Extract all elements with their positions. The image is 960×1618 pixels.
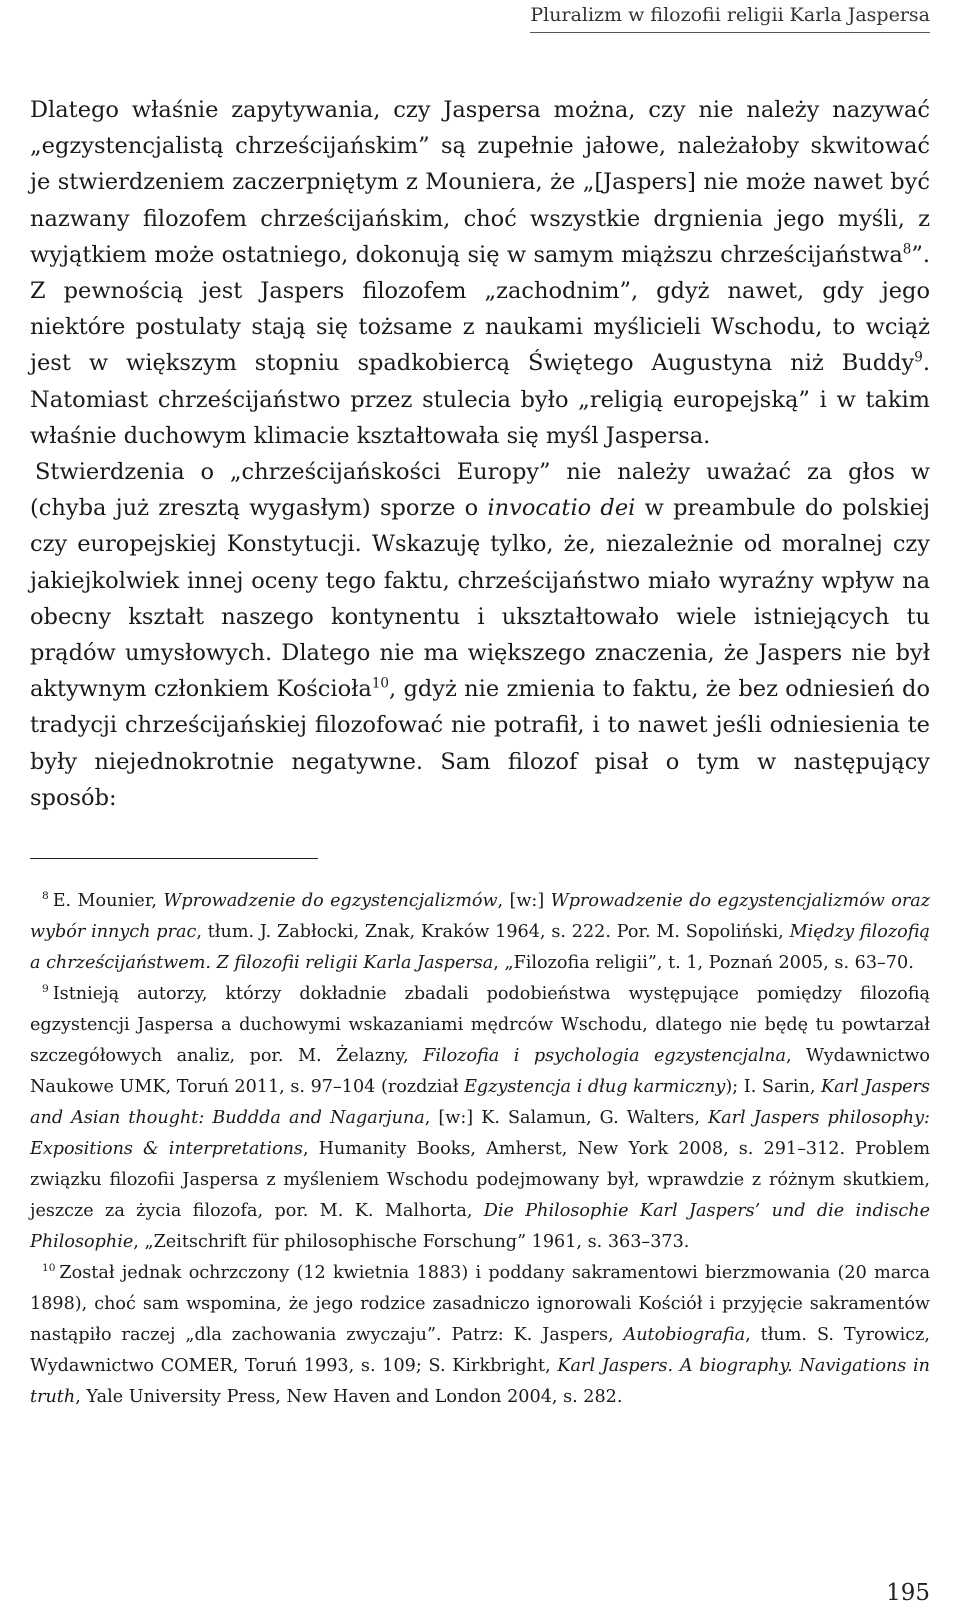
page-number: 195	[886, 1580, 930, 1606]
paragraph-1: Dlatego właśnie zapytywania, czy Jaspersa można, czy nie należy nazywać „egzystencjalistą chrześcijańskim” są zupełnie jałowe, należałoby skwitować je stwierdzeniem zaczerpniętym z Mouniera, że „[Jaspers] nie może nawet być nazwany filozofem chrześcijańskim, choć wszystkie drgnienia jego myśli, z wyjątkiem może ostatniego, dokonują się w samym miąższu chrześcijaństwa$^8$”. Z pewnością jest Jaspers filozofem „zachodnim”, gdyż nawet, gdy jego niektóre postulaty stają się tożsame z naukami myślicieli Wschodu, to wciąż jest w większym stopniu spadkobiercą Świętego Augustyna niż Buddy$^9$. Natomiast chrześcijaństwo przez stulecia było „religią europejską” i w takim właśnie duchowym klimacie kształtowała się myśl Jaspersa.	[30, 97, 930, 449]
footnote-ref-9[interactable]: 9	[914, 349, 923, 366]
main-text	[30, 92, 930, 816]
footnote-9: $^9$ Istnieją autorzy, którzy dokładnie zbadali podobieństwa występujące pomiędzy filozofią egzystencji Jaspersa a duchowymi wskazaniami mędrców Wschodu, dlatego nie będę tu powtarzał szczegółowych analiz, por. M. Żelazny, Filozofia i psychologia egzystencjalna, Wydawnictwo Naukowe UMK, Toruń 2011, s. 97–104 (rozdział Egzystencja i dług karmiczny); I. Sarin, Karl Jaspers and Asian thought: Buddda and Nagarjuna, [w:] K. Salamun, G. Walters, Karl Jaspers philosophy: Expositions & interpretations, Humanity Books, Amherst, New York 2008, s. 291–312. Problem związku filozofii Jaspersa z myśleniem Wschodu podejmowany był, wprawdzie z różnym skutkiem, jeszcze za życia filozofa, por. M. K. Malhorta, Die Philosophie Karl Jaspers’ und die indische Philosophie, „Zeitschrift für philosophische Forschung” 1961, s. 363–373.	[30, 983, 930, 1252]
footnote-separator	[30, 858, 318, 859]
footnote-ref-8[interactable]: 8	[902, 241, 912, 258]
paragraph-2: Stwierdzenia o „chrześcijańskości Europy” nie należy uważać za głos w (chyba już zresztą wygasłym) sporze o invocatio dei w preambule do polskiej czy europejskiej Konstytucji. Wskazuję tylko, że, niezależnie od moralnej czy jakiejkolwiek innej oceny tego faktu, chrześcijaństwo miało wyraźny wpływ na obecny kształt naszego kontynentu i ukształtowało wiele istniejących tu prądów umysłowych. Dlatego nie ma większego znaczenia, że Jaspers nie był aktywnym członkiem Kościoła$^{10}$, gdyż nie zmienia to faktu, że bez odniesień do tradycji chrześcijańskiej filozofować nie potrafił, i to nawet jeśli odniesienia te były niejednokrotnie negatywne. Sam filozof pisał o tym w następujący sposób:	[30, 459, 931, 811]
footnotes	[30, 886, 930, 1413]
footnote-number: 9	[42, 983, 49, 996]
footnote-ref-10[interactable]: 10	[371, 675, 390, 692]
running-head: Pluralizm w filozofii religii Karla Jaspersa	[530, 4, 930, 33]
footnote-number: 10	[42, 1262, 56, 1275]
footnote-number: 8	[42, 890, 49, 903]
footnote-8: $^8$ E. Mounier, Wprowadzenie do egzystencjalizmów, [w:] Wprowadzenie do egzystencjalizmów oraz wybór innych prac, tłum. J. Zabłocki, Znak, Kraków 1964, s. 222. Por. M. Sopoliński, Między filozofią a chrześcijaństwem. Z filozofii religii Karla Jaspersa, „Filozofia religii”, t. 1, Poznań 2005, s. 63–70.	[30, 890, 930, 973]
footnote-10: $^{10}$ Został jednak ochrzczony (12 kwietnia 1883) i poddany sakramentowi bierzmowania (20 marca 1898), choć sam wspomina, że jego rodzice zasadniczo ignorowali Kościół i przyjęcie sakramentów nastąpiło raczej „dla zachowania zwyczaju”. Patrz: K. Jaspers, Autobiografia, tłum. S. Tyrowicz, Wydawnictwo COMER, Toruń 1993, s. 109; S. Kirkbright, Karl Jaspers. A biography. Navigations in truth, Yale University Press, New Haven and London 2004, s. 282.	[30, 1262, 930, 1407]
